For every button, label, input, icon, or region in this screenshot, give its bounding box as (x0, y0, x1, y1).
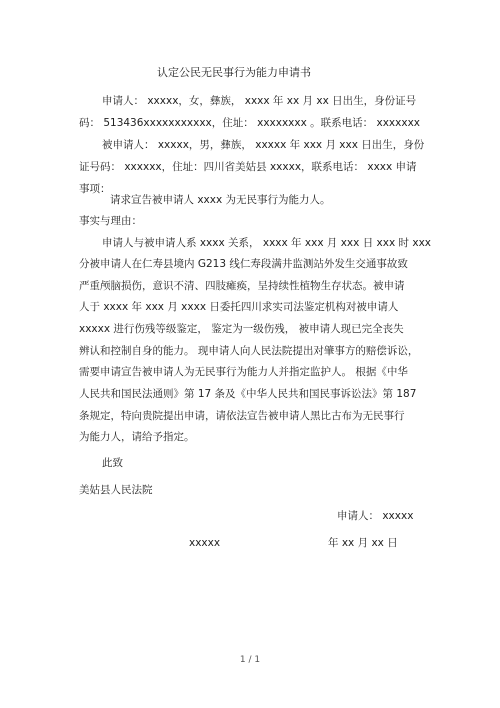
facts-line: 分被申请人在仁寿县境内 G213 线仁寿段满井监测站外发生交通事故致 (79, 258, 408, 270)
request-line: 请求宣告被申请人 xxxx 为无民事行为能力人。 (110, 194, 331, 206)
facts-line: 人民共和国民法通则》第 17 条及《中华人民共和国民事诉讼法》第 187 (79, 388, 417, 400)
facts-line: 严重颅脑损伤，意识不清、四肢瘫痪，呈持续性植物生存状态。被申请 (79, 280, 405, 292)
closing-text: 此致 (102, 457, 123, 469)
facts-line: 辨认和控制自身的能力。 现申请人向人民法院提出对肇事方的赔偿诉讼， (79, 345, 419, 357)
facts-line: xxxxx 进行伤残等级鉴定， 鉴定为一级伤残， 被申请人现已完全丧失 (79, 323, 404, 335)
date-prefix: xxxxx (189, 537, 221, 549)
document-title: 认定公民无民事行为能力申请书 (157, 66, 311, 79)
respondent-line-1: 被申请人： xxxxx，男，彝族， xxxxx 年 xxx 月 xxx 日出生，身份 (102, 139, 425, 151)
page-number: 1 / 1 (239, 655, 261, 665)
court-name: 美姑县人民法院 (79, 484, 153, 496)
date-suffix: 年 xx 月 xx 日 (328, 537, 398, 549)
facts-line: 人于 xxxx 年 xxx 月 xxxx 日委托四川求实司法鉴定机构对被申请人 (79, 301, 399, 313)
applicant-line-1: 申请人： xxxxx，女，彝族， xxxx 年 xx 月 xx 日出生，身份证号 (102, 95, 417, 107)
facts-heading: 事实与理由： (79, 215, 142, 227)
applicant-line-2: 码： 513436xxxxxxxxxxx，住址： xxxxxxxx 。联系电话： xxxxxxx (79, 117, 420, 129)
facts-line: 条规定，特向贵院提出申请，请依法宣告被申请人黑比古布为无民事行 (79, 410, 405, 422)
facts-line: 为能力人，请给予指定。 (79, 431, 195, 443)
facts-line: 申请人与被申请人系 xxxx 关系， xxxx 年 xxx 月 xxx 日 xxx 时 xxx (102, 237, 431, 249)
respondent-line-2: 证号码： xxxxxx，住址：四川省美姑县 xxxxx，联系电话： xxxx 申请 (79, 161, 417, 173)
respondent-line-3: 事项： (79, 183, 111, 195)
signature-label: 申请人： xxxxx (337, 510, 414, 522)
facts-line: 需要申请宣告被申请人为无民事行为能力人并指定监护人。 根据《中华 (79, 366, 408, 378)
